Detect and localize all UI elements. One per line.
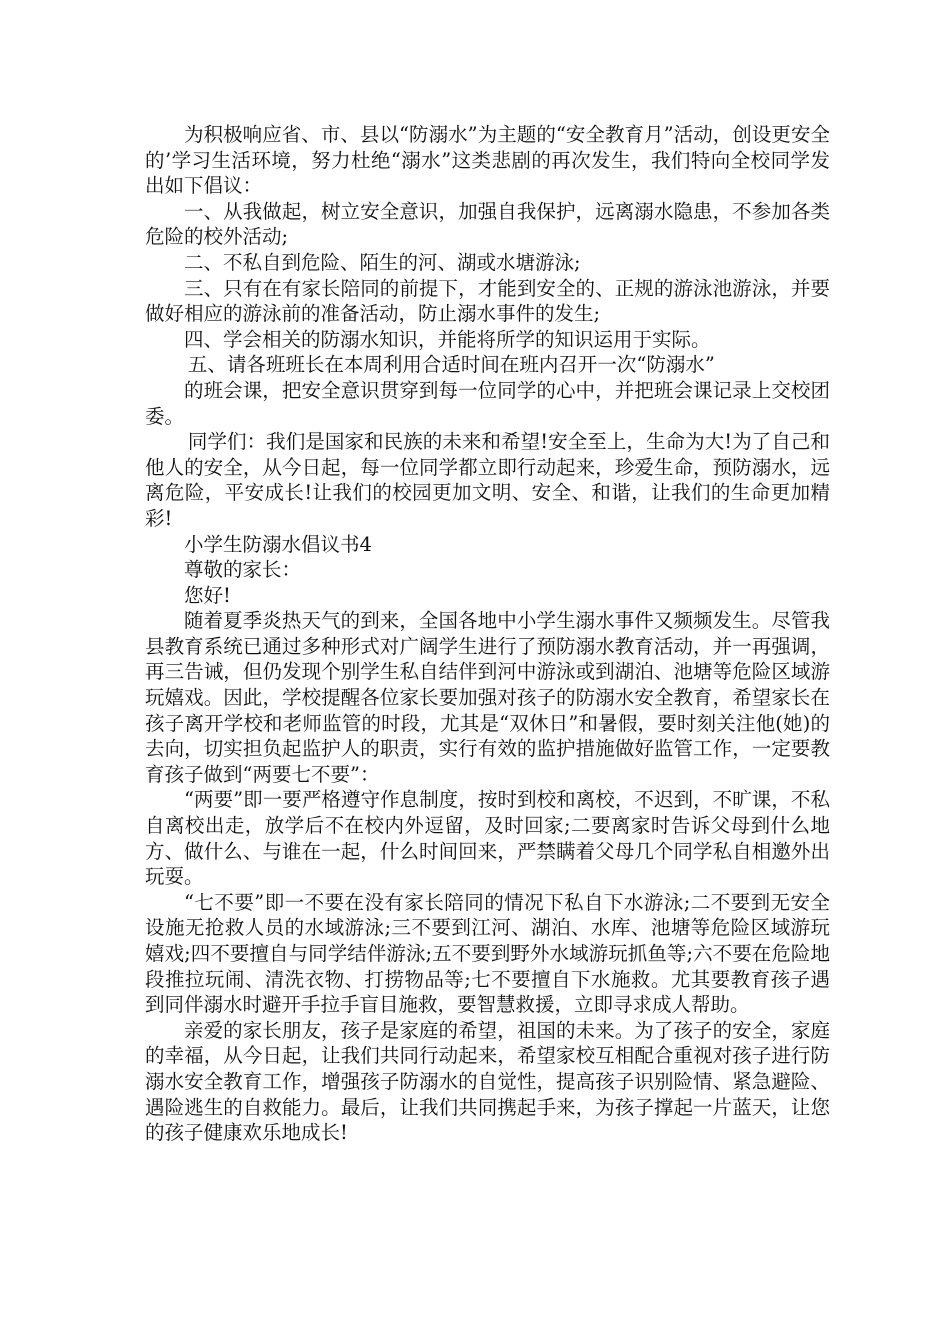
salutation: 尊敬的家长： <box>184 558 302 582</box>
two-musts-paragraph: “两要”即一要严格遵守作息制度，按时到校和离校，不迟到，不旷课，不私自离校出走，放学后不在校内外逗留，及时回家;二要离家时告诉父母到什么地方、做什么、与谁在一起，什么时间回来，严禁瞒着父母几个同学私自相邀外出玩耍。 <box>145 788 830 889</box>
students-closing-paragraph: 同学们：我们是国家和民族的未来和希望!安全至上，生命为大!为了自己和他人的安全，从今日起，每一位同学都立即行动起来，珍爱生命，预防溺水，远离危险，平安成长!让我们的校园更加文明、安全、和谐，让我们的生命更加精彩! <box>145 430 830 530</box>
proposal-item-1: 一、从我做起，树立安全意识，加强自我保护，远离溺水隐患，不参加各类危险的校外活动; <box>145 199 830 249</box>
proposal-item-5-continued: 的班会课，把安全意识贯穿到每一位同学的心中，并把班会课记录上交校团委。 <box>145 378 830 428</box>
proposal-item-5: 五、请各班班长在本周利用合适时间在班内召开一次“防溺水” <box>187 353 715 377</box>
greeting: 您好! <box>184 583 231 607</box>
document-body <box>145 122 830 1146</box>
seven-donts-paragraph: “七不要”即一不要在没有家长陪同的情况下私自下水游泳;二不要到无安全设施无抢救人员的水域游泳;三不要到江河、湖泊、水库、池塘等危险区域游玩嬉戏;四不要擅自与同学结伴游泳;五不要到野外水域游玩抓鱼等;六不要在危险地段推拉玩闹、清洗衣物、打捞物品等;七不要擅自下水施救。尤其要教育孩子遇到同伴溺水时避开手拉手盲目施救，要智慧救援，立即寻求成人帮助。 <box>145 890 830 1017</box>
parents-intro-paragraph: 随着夏季炎热天气的到来，全国各地中小学生溺水事件又频频发生。尽管我县教育系统已通过多种形式对广阔学生进行了预防溺水教育活动，并一再强调，再三告诫，但仍发现个别学生私自结伴到河中游泳或到湖泊、池塘等危险区域游玩嬉戏。因此，学校提醒各位家长要加强对孩子的防溺水安全教育，希望家长在孩子离开学校和老师监管的时段，尤其是“双休日”和暑假，要时刻关注他(她)的去向，切实担负起监护人的职责，实行有效的监护措施做好监管工作，一定要教育孩子做到“两要七不要”： <box>145 609 830 786</box>
intro-paragraph: 为积极响应省、市、县以“防溺水”为主题的“安全教育月”活动，创设更安全的’学习生活环境，努力杜绝“溺水”这类悲剧的再次发生，我们特向全校同学发出如下倡议： <box>145 123 830 198</box>
section-heading: 小学生防溺水倡议书4 <box>184 532 372 556</box>
parents-closing-paragraph: 亲爱的家长朋友，孩子是家庭的希望，祖国的未来。为了孩子的安全，家庭的幸福，从今日起，让我们共同行动起来，希望家校互相配合重视对孩子进行防溺水安全教育工作，增强孩子防溺水的自觉性，提高孩子识别险情、紧急避险、遇险逃生的自救能力。最后，让我们共同携起手来，为孩子撑起一片蓝天，让您的孩子健康欢乐地成长! <box>145 1018 830 1145</box>
proposal-item-3: 三、只有在有家长陪同的前提下，才能到安全的、正规的游泳池游泳，并要做好相应的游泳前的准备活动，防止溺水事件的发生; <box>145 276 830 326</box>
proposal-item-4: 四、学会相关的防溺水知识，并能将所学的知识运用于实际。 <box>184 327 711 351</box>
proposal-item-2: 二、不私自到危险、陌生的河、湖或水塘游泳; <box>184 250 581 274</box>
